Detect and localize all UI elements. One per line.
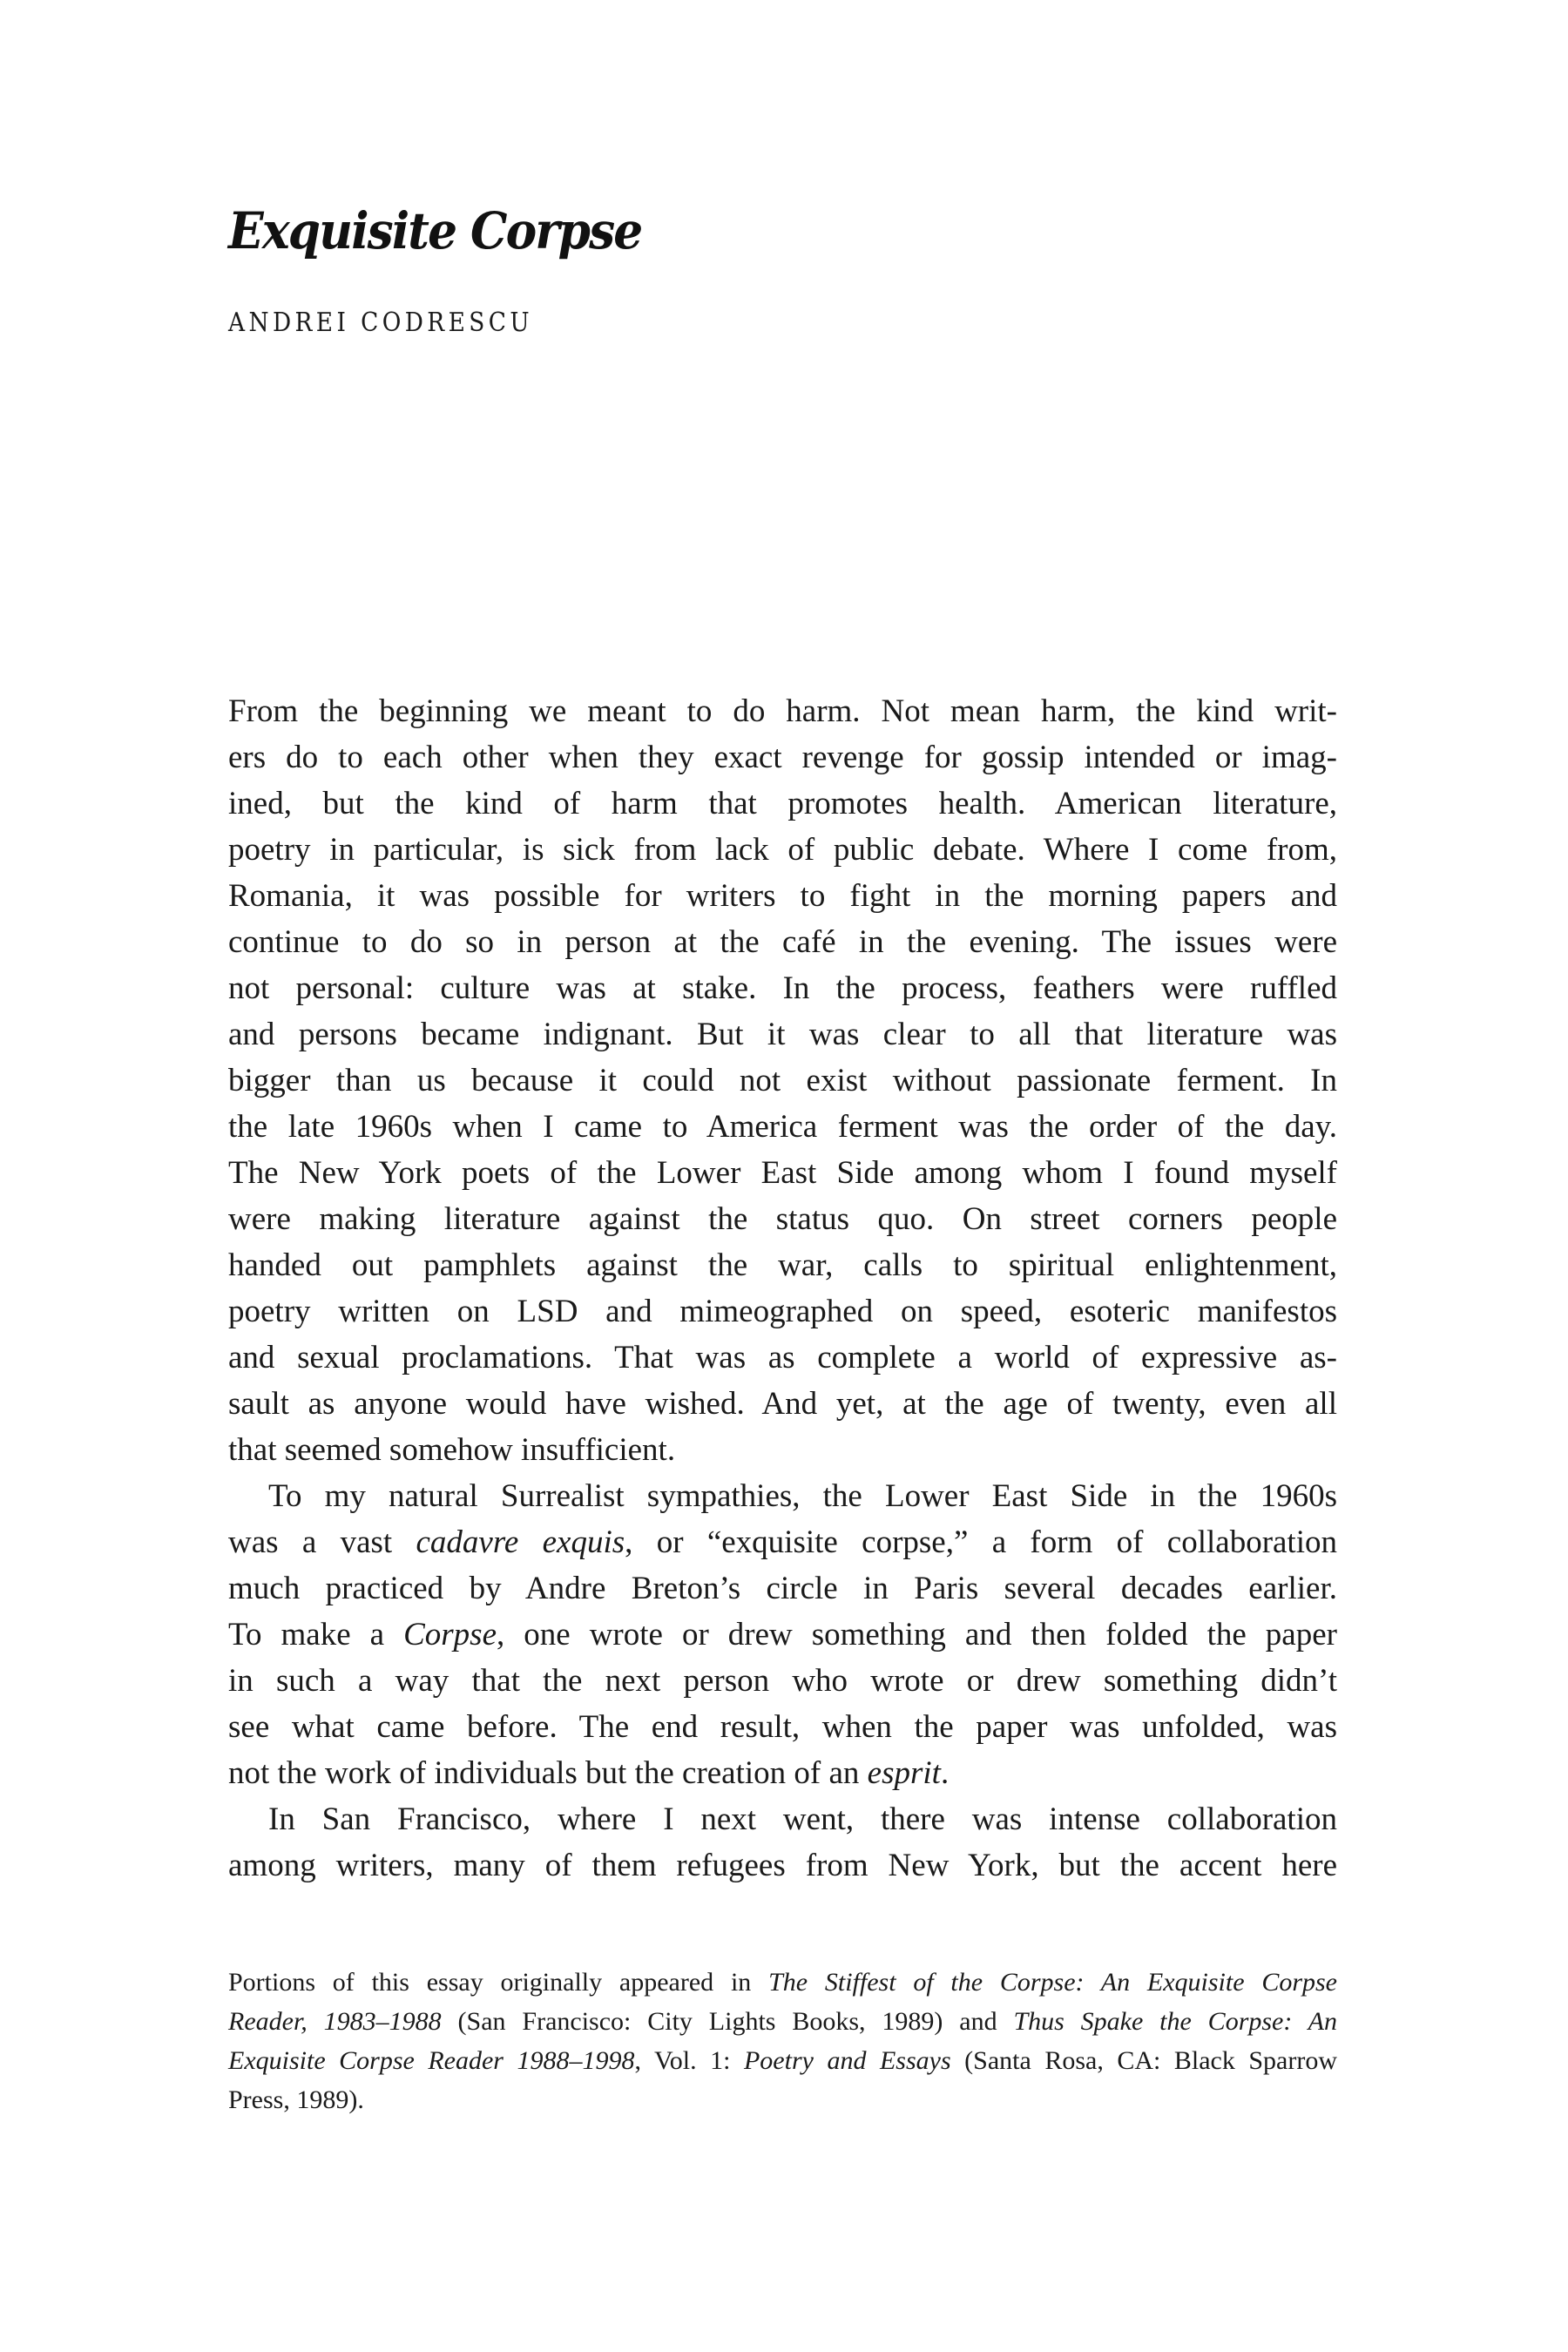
- body-line: among writers, many of them refugees from New York, but the accent here: [228, 1848, 1337, 1883]
- footnote-text: (Santa Rosa, CA: Black Sparrow: [950, 2046, 1337, 2075]
- body-line: that seemed somehow insufficient.: [228, 1432, 676, 1468]
- body-line: much practiced by Andre Breton’s circle in Paris several decades earlier.: [228, 1571, 1337, 1606]
- body-line: The New York poets of the Lower East Side among whom I found myself: [228, 1155, 1337, 1191]
- line-text: was a vast: [228, 1524, 416, 1560]
- essay-body: [228, 688, 1337, 1889]
- body-line: poetry in particular, is sick from lack of public debate. Where I come from,: [228, 832, 1337, 868]
- italic-text: cadavre exquis: [416, 1524, 625, 1560]
- body-line: and persons became indignant. But it was clear to all that literature was: [228, 1017, 1337, 1052]
- footnote-italic: Exquisite Corpse Reader 1988–1998: [228, 2046, 635, 2075]
- essay-title: Exquisite Corpse: [228, 201, 642, 260]
- body-line: poetry written on LSD and mimeographed on speed, esoteric manifestos: [228, 1294, 1337, 1329]
- body-line: sault as anyone would have wished. And yet, at the age of twenty, even all: [228, 1386, 1337, 1422]
- line-text: .: [940, 1755, 950, 1791]
- footnote-text: Portions of this essay originally appeared in: [228, 1968, 769, 1997]
- footnote-line: [228, 2041, 1337, 2080]
- italic-text: esprit: [867, 1755, 941, 1791]
- line-text: , one wrote or drew something and then folded the paper: [497, 1617, 1337, 1652]
- footnote-text: (San Francisco: City Lights Books, 1989) and: [441, 2007, 1014, 2036]
- footnote-line: [228, 1963, 1337, 2002]
- author-name: ANDREI CODRESCU: [228, 308, 534, 338]
- footnote-italic: Thus Spake the Corpse: An: [1013, 2007, 1338, 2036]
- body-line: [228, 1750, 1337, 1796]
- body-line: in such a way that the next person who wrote or drew something didn’t: [228, 1663, 1337, 1699]
- footnote-italic: Poetry and Essays: [743, 2046, 951, 2075]
- footnote-italic: The Stiffest of the Corpse: An Exquisite Corpse: [768, 1968, 1337, 1997]
- body-line: ined, but the kind of harm that promotes health. American literature,: [228, 786, 1337, 821]
- body-line: [228, 1519, 1337, 1565]
- body-line: the late 1960s when I came to America ferment was the order of the day.: [228, 1109, 1337, 1145]
- body-line: were making literature against the status quo. On street corners people: [228, 1201, 1337, 1237]
- body-line: From the beginning we meant to do harm. Not mean harm, the kind writ-: [228, 693, 1337, 729]
- footnote-text: , Vol. 1:: [634, 2046, 744, 2075]
- italic-text: Corpse: [403, 1617, 497, 1652]
- body-line: To my natural Surrealist sympathies, the Lower East Side in the 1960s: [268, 1478, 1337, 1514]
- body-line: handed out pamphlets against the war, calls to spiritual enlightenment,: [228, 1247, 1337, 1283]
- footnote-italic: Reader, 1983–1988: [228, 2007, 442, 2036]
- body-line: ers do to each other when they exact revenge for gossip intended or imag-: [228, 740, 1337, 775]
- line-text: not the work of individuals but the creation of an: [228, 1755, 868, 1791]
- body-line: In San Francisco, where I next went, there was intense collaboration: [268, 1801, 1337, 1837]
- footnote-line: [228, 2002, 1337, 2041]
- body-line: [228, 1612, 1337, 1658]
- footnote-line: Press, 1989).: [228, 2085, 364, 2114]
- body-line: see what came before. The end result, when the paper was unfolded, was: [228, 1709, 1337, 1745]
- body-line: continue to do so in person at the café in the evening. The issues were: [228, 924, 1337, 960]
- body-line: bigger than us because it could not exist without passionate ferment. In: [228, 1063, 1337, 1098]
- footnote: [228, 1963, 1337, 2119]
- body-line: not personal: culture was at stake. In the process, feathers were ruffled: [228, 970, 1337, 1006]
- line-text: , or “exquisite corpse,” a form of collaboration: [625, 1524, 1337, 1560]
- body-line: Romania, it was possible for writers to fight in the morning papers and: [228, 878, 1337, 914]
- line-text: To make a: [228, 1617, 404, 1652]
- body-line: and sexual proclamations. That was as complete a world of expressive as-: [228, 1340, 1337, 1375]
